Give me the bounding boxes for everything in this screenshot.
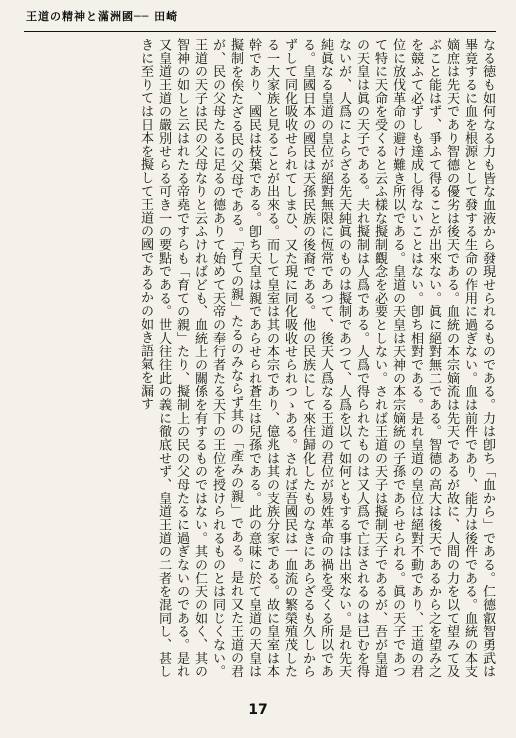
body-text: なる徳も如何なる力も皆な血液から發現せられるものである。力は卽ち「血から」である。仁德叡智勇武は畢竟するに血を根源として發する生命の作用に過ぎない。血は前件であり、能力は後件である。血統の本支嫡庶は先天であり智德の優劣は後天である。血統の本宗嫡流は先天であるが故に、人間の力を以て望みて及ぶこと能はず、爭ふて得ることが出來ない。眞に絕對無二である。智德の高大は後天であるから之を望み之を競ふて必ずしも達成し得ないことはない。卽ち相對である。是れ皇道の皇位は絕對不動であり、王道の君位に放伐革命の避け難き所以である。皇道の天皇は天神の本宗嫡統の子孫であらせられる。眞の天子であつて特に天命を受くると云ふ樣な擬制觀念を必要としない。されば王道の天子は擬制天子であるが、吾が皇道の天皇は眞の天子である。夫れ擬制は人爲である。人爲で得られたものは又人爲で亡ほされるのは已むを得ないが、人爲によらざる先天純眞のものは擬制であつて、人爲を以て如何ともする事は出來ない。是れ先天純眞なる皇道の皇位が絕對無限に恆常であつて、後天人爲なる王道の君位が易姓革命の禍を受くる所以である。皇國日本の國民は天孫民族の後裔である。他の民族にして來住歸化したものなきにあらざるも久しからずして同化吸收せられてしまひ、又た現に同化吸收せられつゝある。されば吾國民は一血流の繁榮殖茂したる一大家族と見ることが出來る。而して皇室は其の本宗であり、億兆は其の支族分家である。故に皇室は本幹であり、國民は枝葉である。卽ち天皇は親であらせられ蒼生は兒孫である。此の意味に於て皇道の天皇は擬制を俟たざる民の父母である。「育ての親」たるのみならず其の「產みの親」である。是れ又た王道の君が、民の父母たるに足るの德ありて始めて天帝の奉行者たる天下の王位を授けられるものとは同じくない。王道の天子は民の父母なりと云ふければども、血統上の關係を有するものではない。其の仁天の如く、其の智神の如しと云はれたる帝堯ですらも「育ての親」たり、擬制上の民の父母たるに過ぎないのである。是れ又皇道王道の嚴別せらる可き一の要點である。世人往往此の義に徹底せず、皇道王道の二者を混同し、甚しきに至りては日本を擬して王道の國であるかの如き語氣を漏す (138, 38, 495, 678)
page-number: 17 (248, 702, 268, 718)
header-divider (24, 31, 496, 32)
running-header: 王道の精神と滿洲國── 田崎 (26, 10, 179, 23)
